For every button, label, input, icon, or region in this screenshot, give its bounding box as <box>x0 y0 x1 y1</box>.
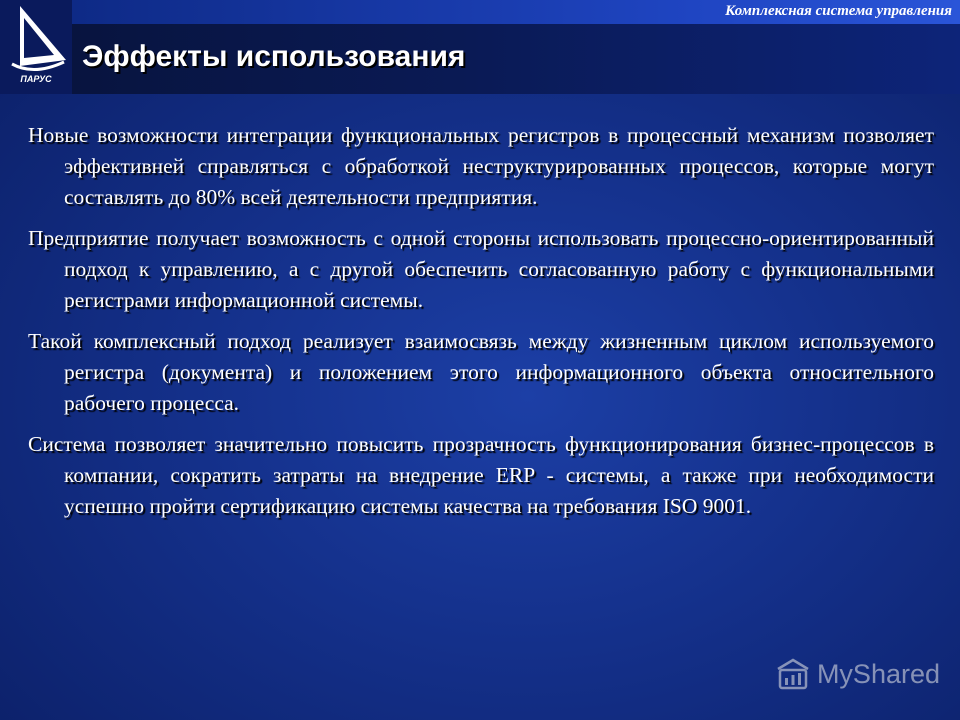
myshared-logo-icon <box>775 657 811 691</box>
header-band <box>72 24 960 94</box>
watermark <box>775 656 940 692</box>
watermark-text: MyShared <box>816 658 940 689</box>
logo <box>0 0 72 94</box>
paragraph-lifecycle: Такой комплексный подход реализует взаимосвязь между жизненным циклом используемого регистра (документа) и положением этого информационного объекта относительного рабочего процесса. <box>28 329 934 415</box>
paragraph-transparency: Система позволяет значительно повысить прозрачность функционирования бизнес-процессов в компании, сократить затраты на внедрение ERP - системы, а также при необходимости успешно пройти сертификацию системы качества на требования ISO 9001. <box>28 432 934 518</box>
system-title: Комплексная система управления <box>725 3 952 19</box>
top-strip <box>72 0 960 25</box>
page-title: Эффекты использования <box>82 40 466 73</box>
content-body <box>28 120 934 532</box>
paragraph-process-approach: Предприятие получает возможность с одной стороны использовать процессно-ориентированный подход к управлению, а с другой обеспечить согласованную работу с функциональными регистрами информационной системы. <box>28 226 934 312</box>
sail-logo-icon <box>0 0 72 94</box>
logo-text: ПАРУС <box>20 74 52 84</box>
paragraph-integration: Новые возможности интеграции функциональных регистров в процессный механизм позволяет эффективней справляться с обработкой неструктурированных процессов, которые могут составлять до 80% всей деятельности предприятия. <box>28 123 934 209</box>
